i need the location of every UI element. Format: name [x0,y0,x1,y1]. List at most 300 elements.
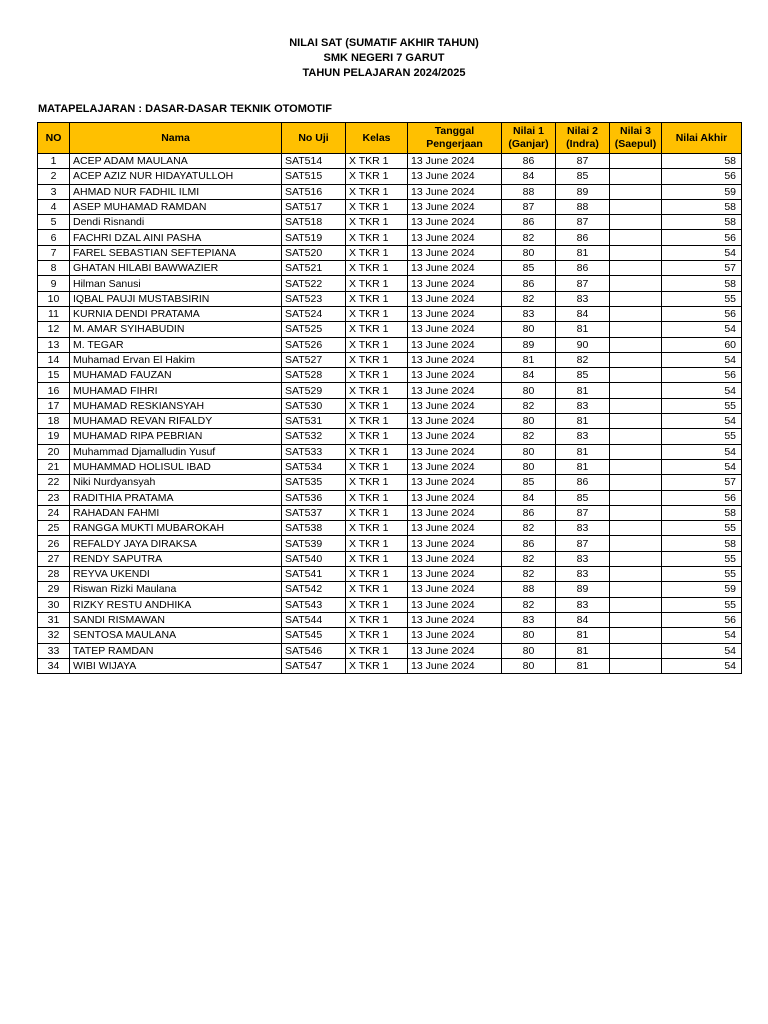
cell-kelas: X TKR 1 [346,628,408,643]
cell-nilai-akhir: 56 [662,230,742,245]
cell-nilai-1: 80 [502,245,556,260]
cell-nilai-akhir: 55 [662,398,742,413]
table-row [38,322,742,337]
cell-nilai-1: 82 [502,429,556,444]
cell-no-uji: SAT521 [282,261,346,276]
cell-nilai-2: 85 [556,490,610,505]
cell-nilai-1: 83 [502,306,556,321]
cell-no: 15 [38,368,70,383]
cell-tanggal: 13 June 2024 [408,352,502,367]
table-row [38,276,742,291]
cell-nilai-akhir: 58 [662,505,742,520]
cell-no: 5 [38,215,70,230]
cell-nilai-1: 80 [502,322,556,337]
cell-nilai-3 [610,291,662,306]
cell-no-uji: SAT539 [282,536,346,551]
table-row [38,261,742,276]
cell-kelas: X TKR 1 [346,429,408,444]
cell-no-uji: SAT515 [282,169,346,184]
cell-tanggal: 13 June 2024 [408,536,502,551]
column-header-nilai-akhir: Nilai Akhir [662,123,742,154]
cell-no: 6 [38,230,70,245]
title-line-3: TAHUN PELAJARAN 2024/2025 [302,67,466,79]
cell-nilai-1: 88 [502,582,556,597]
cell-no: 10 [38,291,70,306]
cell-nilai-3 [610,368,662,383]
cell-no: 21 [38,459,70,474]
cell-tanggal: 13 June 2024 [408,521,502,536]
cell-nilai-2: 86 [556,261,610,276]
cell-nama: MUHAMAD REVAN RIFALDY [70,414,282,429]
cell-no-uji: SAT540 [282,551,346,566]
cell-nilai-3 [610,261,662,276]
cell-kelas: X TKR 1 [346,658,408,673]
cell-nilai-3 [610,597,662,612]
cell-nilai-3 [610,398,662,413]
cell-nilai-akhir: 57 [662,261,742,276]
cell-nama: RAHADAN FAHMI [70,505,282,520]
cell-no: 19 [38,429,70,444]
title-line-2: SMK NEGERI 7 GARUT [323,52,445,64]
cell-nama: Hilman Sanusi [70,276,282,291]
table-row [38,612,742,627]
cell-tanggal: 13 June 2024 [408,306,502,321]
cell-nilai-1: 80 [502,658,556,673]
cell-tanggal: 13 June 2024 [408,215,502,230]
column-header-nilai-3: Nilai 3 (Saepul) [610,123,662,154]
cell-kelas: X TKR 1 [346,276,408,291]
cell-no: 33 [38,643,70,658]
cell-nilai-2: 87 [556,505,610,520]
cell-kelas: X TKR 1 [346,261,408,276]
cell-nilai-1: 80 [502,643,556,658]
cell-no-uji: SAT545 [282,628,346,643]
cell-no: 29 [38,582,70,597]
cell-nama: Riswan Rizki Maulana [70,582,282,597]
cell-nilai-3 [610,459,662,474]
cell-nilai-akhir: 54 [662,658,742,673]
cell-nilai-1: 86 [502,536,556,551]
cell-no-uji: SAT542 [282,582,346,597]
cell-nilai-akhir: 58 [662,215,742,230]
cell-nilai-3 [610,658,662,673]
cell-nilai-2: 81 [556,643,610,658]
column-header-nama: Nama [70,123,282,154]
cell-nilai-3 [610,184,662,199]
cell-nilai-akhir: 55 [662,567,742,582]
cell-nilai-2: 81 [556,444,610,459]
table-row [38,291,742,306]
cell-nilai-3 [610,230,662,245]
table-row [38,521,742,536]
table-row [38,199,742,214]
cell-no-uji: SAT533 [282,444,346,459]
cell-nilai-2: 83 [556,429,610,444]
cell-nilai-1: 80 [502,459,556,474]
cell-no: 23 [38,490,70,505]
cell-tanggal: 13 June 2024 [408,245,502,260]
cell-nilai-2: 81 [556,245,610,260]
table-row [38,368,742,383]
cell-tanggal: 13 June 2024 [408,199,502,214]
cell-no: 32 [38,628,70,643]
cell-kelas: X TKR 1 [346,459,408,474]
cell-nilai-3 [610,154,662,169]
cell-no: 4 [38,199,70,214]
cell-kelas: X TKR 1 [346,322,408,337]
cell-kelas: X TKR 1 [346,306,408,321]
cell-nama: Muhamad Ervan El Hakim [70,352,282,367]
cell-no: 11 [38,306,70,321]
cell-nilai-3 [610,337,662,352]
subject-label: MATAPELAJARAN : DASAR-DASAR TEKNIK OTOMOTIF [38,103,332,115]
cell-nilai-2: 89 [556,582,610,597]
cell-nilai-akhir: 56 [662,368,742,383]
cell-kelas: X TKR 1 [346,521,408,536]
cell-nilai-2: 81 [556,459,610,474]
cell-kelas: X TKR 1 [346,245,408,260]
cell-nilai-1: 80 [502,383,556,398]
cell-nilai-2: 87 [556,154,610,169]
cell-no-uji: SAT544 [282,612,346,627]
cell-nilai-akhir: 54 [662,414,742,429]
cell-nilai-3 [610,490,662,505]
cell-nama: MUHAMAD RESKIANSYAH [70,398,282,413]
cell-kelas: X TKR 1 [346,505,408,520]
cell-tanggal: 13 June 2024 [408,383,502,398]
cell-kelas: X TKR 1 [346,169,408,184]
cell-nilai-3 [610,306,662,321]
cell-nama: MUHAMAD FAUZAN [70,368,282,383]
cell-nilai-akhir: 60 [662,337,742,352]
cell-tanggal: 13 June 2024 [408,551,502,566]
cell-nilai-1: 82 [502,567,556,582]
cell-nilai-akhir: 55 [662,521,742,536]
cell-no: 12 [38,322,70,337]
cell-no: 30 [38,597,70,612]
cell-kelas: X TKR 1 [346,230,408,245]
cell-tanggal: 13 June 2024 [408,169,502,184]
cell-kelas: X TKR 1 [346,337,408,352]
table-row [38,398,742,413]
column-header-nilai-1: Nilai 1 (Ganjar) [502,123,556,154]
cell-tanggal: 13 June 2024 [408,567,502,582]
cell-no-uji: SAT546 [282,643,346,658]
cell-nilai-akhir: 59 [662,184,742,199]
cell-nilai-akhir: 54 [662,352,742,367]
cell-no-uji: SAT520 [282,245,346,260]
table-row [38,429,742,444]
cell-no-uji: SAT536 [282,490,346,505]
cell-nama: RANGGA MUKTI MUBAROKAH [70,521,282,536]
cell-tanggal: 13 June 2024 [408,337,502,352]
cell-nilai-2: 88 [556,199,610,214]
cell-nilai-1: 81 [502,352,556,367]
cell-no-uji: SAT543 [282,597,346,612]
cell-kelas: X TKR 1 [346,567,408,582]
cell-nilai-1: 80 [502,628,556,643]
cell-tanggal: 13 June 2024 [408,490,502,505]
cell-nilai-akhir: 58 [662,154,742,169]
cell-nilai-akhir: 56 [662,306,742,321]
cell-nilai-1: 84 [502,169,556,184]
cell-tanggal: 13 June 2024 [408,643,502,658]
cell-tanggal: 13 June 2024 [408,582,502,597]
cell-tanggal: 13 June 2024 [408,612,502,627]
cell-no: 1 [38,154,70,169]
table-row [38,658,742,673]
cell-nilai-3 [610,505,662,520]
table-row [38,245,742,260]
cell-kelas: X TKR 1 [346,199,408,214]
cell-nilai-1: 86 [502,215,556,230]
cell-kelas: X TKR 1 [346,383,408,398]
cell-no-uji: SAT517 [282,199,346,214]
cell-tanggal: 13 June 2024 [408,459,502,474]
cell-tanggal: 13 June 2024 [408,628,502,643]
cell-nama: WIBI WIJAYA [70,658,282,673]
cell-nilai-akhir: 58 [662,276,742,291]
cell-tanggal: 13 June 2024 [408,658,502,673]
grades-table [37,122,742,674]
cell-nilai-3 [610,429,662,444]
cell-nilai-3 [610,444,662,459]
cell-no-uji: SAT516 [282,184,346,199]
table-row [38,505,742,520]
cell-nilai-2: 85 [556,368,610,383]
cell-nilai-3 [610,582,662,597]
cell-no: 3 [38,184,70,199]
table-row [38,414,742,429]
table-row [38,444,742,459]
cell-kelas: X TKR 1 [346,582,408,597]
cell-tanggal: 13 June 2024 [408,368,502,383]
cell-nilai-2: 89 [556,184,610,199]
table-row [38,306,742,321]
table-row [38,230,742,245]
cell-nilai-2: 85 [556,169,610,184]
cell-nilai-1: 82 [502,551,556,566]
cell-no: 7 [38,245,70,260]
cell-no-uji: SAT538 [282,521,346,536]
cell-tanggal: 13 June 2024 [408,276,502,291]
table-row [38,597,742,612]
cell-tanggal: 13 June 2024 [408,184,502,199]
cell-no-uji: SAT531 [282,414,346,429]
cell-tanggal: 13 June 2024 [408,322,502,337]
cell-nilai-1: 84 [502,490,556,505]
cell-nilai-akhir: 54 [662,459,742,474]
cell-nilai-3 [610,169,662,184]
cell-no: 18 [38,414,70,429]
cell-nama: RADITHIA PRATAMA [70,490,282,505]
cell-no: 13 [38,337,70,352]
cell-nama: M. TEGAR [70,337,282,352]
cell-nilai-2: 90 [556,337,610,352]
cell-kelas: X TKR 1 [346,398,408,413]
cell-kelas: X TKR 1 [346,215,408,230]
cell-nilai-2: 83 [556,291,610,306]
cell-kelas: X TKR 1 [346,352,408,367]
cell-nilai-3 [610,643,662,658]
cell-no-uji: SAT524 [282,306,346,321]
cell-nama: SENTOSA MAULANA [70,628,282,643]
cell-nama: MUHAMAD FIHRI [70,383,282,398]
cell-nilai-akhir: 54 [662,444,742,459]
cell-nilai-1: 89 [502,337,556,352]
table-header-row [38,123,742,154]
cell-nilai-2: 83 [556,551,610,566]
column-header-kelas: Kelas [346,123,408,154]
cell-kelas: X TKR 1 [346,597,408,612]
column-header-tanggal: Tanggal Pengerjaan [408,123,502,154]
cell-nilai-akhir: 55 [662,597,742,612]
cell-nilai-akhir: 54 [662,383,742,398]
cell-nilai-3 [610,536,662,551]
table-row [38,628,742,643]
cell-nilai-3 [610,215,662,230]
cell-nama: Dendi Risnandi [70,215,282,230]
cell-nilai-2: 81 [556,322,610,337]
cell-nama: Muhammad Djamalludin Yusuf [70,444,282,459]
cell-nama: MUHAMMAD HOLISUL IBAD [70,459,282,474]
table-row [38,475,742,490]
cell-nama: M. AMAR SYIHABUDIN [70,322,282,337]
cell-no: 17 [38,398,70,413]
cell-nama: Niki Nurdyansyah [70,475,282,490]
cell-nilai-2: 84 [556,612,610,627]
cell-no: 2 [38,169,70,184]
cell-kelas: X TKR 1 [346,475,408,490]
cell-nilai-akhir: 56 [662,612,742,627]
table-row [38,490,742,505]
cell-nilai-2: 81 [556,658,610,673]
table-row [38,337,742,352]
cell-no: 8 [38,261,70,276]
cell-no: 22 [38,475,70,490]
cell-tanggal: 13 June 2024 [408,230,502,245]
cell-no: 26 [38,536,70,551]
cell-nilai-2: 87 [556,536,610,551]
cell-no-uji: SAT522 [282,276,346,291]
cell-no: 16 [38,383,70,398]
cell-nilai-3 [610,245,662,260]
cell-nama: ACEP AZIZ NUR HIDAYATULLOH [70,169,282,184]
table-row [38,169,742,184]
cell-no: 31 [38,612,70,627]
cell-nama: FAREL SEBASTIAN SEFTEPIANA [70,245,282,260]
cell-no-uji: SAT527 [282,352,346,367]
cell-nama: TATEP RAMDAN [70,643,282,658]
cell-kelas: X TKR 1 [346,612,408,627]
cell-nilai-2: 81 [556,414,610,429]
cell-nilai-3 [610,383,662,398]
table-row [38,459,742,474]
cell-nilai-1: 82 [502,597,556,612]
cell-nilai-1: 82 [502,291,556,306]
cell-nilai-1: 80 [502,444,556,459]
cell-nilai-3 [610,199,662,214]
cell-kelas: X TKR 1 [346,154,408,169]
cell-no-uji: SAT530 [282,398,346,413]
cell-nilai-akhir: 54 [662,628,742,643]
cell-nilai-3 [610,612,662,627]
cell-no: 28 [38,567,70,582]
cell-nilai-1: 82 [502,230,556,245]
table-row [38,352,742,367]
cell-nilai-1: 86 [502,505,556,520]
cell-nilai-3 [610,628,662,643]
cell-nilai-1: 85 [502,261,556,276]
cell-no-uji: SAT534 [282,459,346,474]
cell-kelas: X TKR 1 [346,444,408,459]
cell-nilai-1: 86 [502,276,556,291]
cell-tanggal: 13 June 2024 [408,505,502,520]
cell-nilai-akhir: 56 [662,490,742,505]
cell-kelas: X TKR 1 [346,643,408,658]
cell-nilai-1: 85 [502,475,556,490]
cell-nilai-3 [610,567,662,582]
cell-nilai-akhir: 56 [662,169,742,184]
cell-no-uji: SAT528 [282,368,346,383]
cell-nilai-2: 86 [556,230,610,245]
table-row [38,536,742,551]
cell-nama: FACHRI DZAL AINI PASHA [70,230,282,245]
cell-kelas: X TKR 1 [346,551,408,566]
cell-nilai-1: 82 [502,398,556,413]
cell-no: 20 [38,444,70,459]
cell-tanggal: 13 June 2024 [408,398,502,413]
cell-nilai-akhir: 55 [662,551,742,566]
cell-no-uji: SAT519 [282,230,346,245]
cell-nama: REFALDY JAYA DIRAKSA [70,536,282,551]
cell-no: 24 [38,505,70,520]
cell-nama: GHATAN HILABI BAWWAZIER [70,261,282,276]
cell-kelas: X TKR 1 [346,184,408,199]
cell-nilai-2: 86 [556,475,610,490]
cell-nilai-1: 87 [502,199,556,214]
cell-nilai-3 [610,475,662,490]
cell-kelas: X TKR 1 [346,536,408,551]
column-header-no-uji: No Uji [282,123,346,154]
cell-no: 25 [38,521,70,536]
cell-nama: IQBAL PAUJI MUSTABSIRIN [70,291,282,306]
cell-nilai-1: 84 [502,368,556,383]
cell-nilai-1: 82 [502,521,556,536]
cell-nama: KURNIA DENDI PRATAMA [70,306,282,321]
cell-tanggal: 13 June 2024 [408,429,502,444]
cell-nama: RIZKY RESTU ANDHIKA [70,597,282,612]
cell-nilai-3 [610,521,662,536]
cell-nama: AHMAD NUR FADHIL ILMI [70,184,282,199]
cell-nama: ACEP ADAM MAULANA [70,154,282,169]
cell-nama: MUHAMAD RIPA PEBRIAN [70,429,282,444]
cell-nilai-akhir: 55 [662,291,742,306]
cell-nilai-3 [610,414,662,429]
table-row [38,215,742,230]
cell-no-uji: SAT532 [282,429,346,444]
cell-kelas: X TKR 1 [346,368,408,383]
cell-no: 27 [38,551,70,566]
cell-tanggal: 13 June 2024 [408,261,502,276]
cell-tanggal: 13 June 2024 [408,291,502,306]
cell-nilai-1: 86 [502,154,556,169]
column-header-nilai-2: Nilai 2 (Indra) [556,123,610,154]
table-row [38,567,742,582]
cell-nilai-akhir: 55 [662,429,742,444]
cell-nilai-3 [610,551,662,566]
cell-nilai-3 [610,352,662,367]
